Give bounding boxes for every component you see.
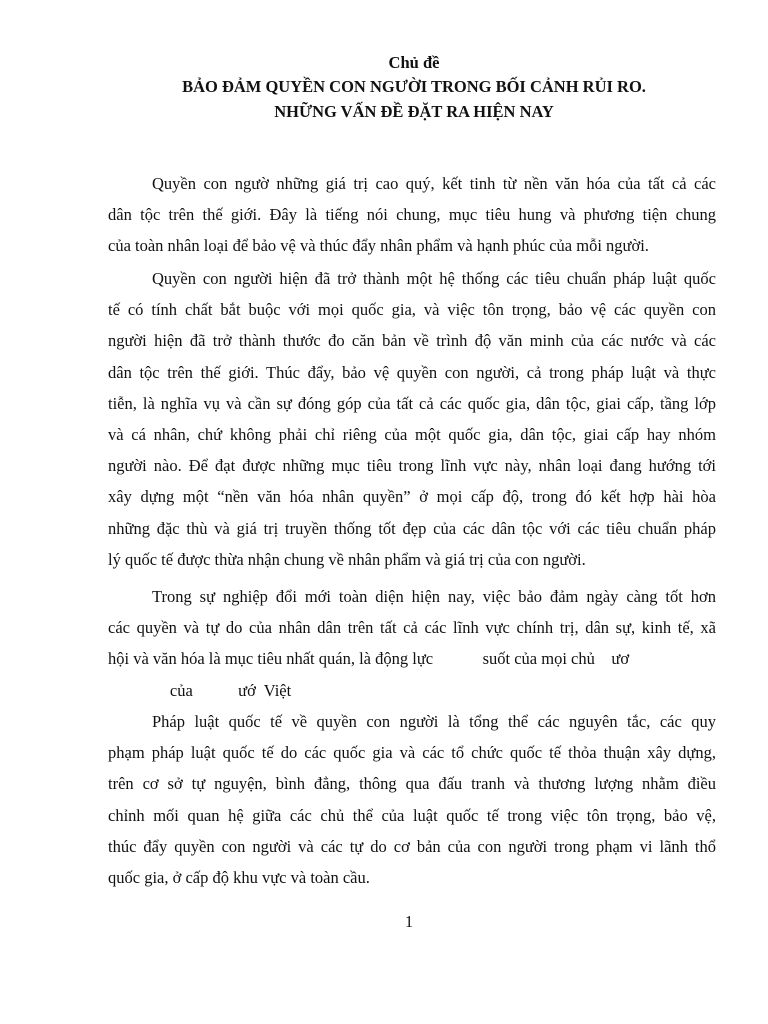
paragraph-line: dân tộc trên thế giới. Thúc đẩy, bảo vệ quyền con người, cả trong pháp luật và thực <box>108 362 716 382</box>
paragraph-line: những đặc thù và giá trị truyền thống tốt đẹp của các dân tộc với các tiêu chuẩn pháp <box>108 518 716 538</box>
paragraph-line: chỉnh mối quan hệ giữa các chủ thể của luật quốc tế trong việc tôn trọng, bảo vệ, <box>108 805 716 825</box>
paragraph-line: dân tộc trên thế giới. Đây là tiếng nói chung, mục tiêu hung và phương tiện chung <box>108 205 716 225</box>
paragraph-line: hội và văn hóa là mục tiêu nhất quán, là động lực suốt của mọi chủ ươ <box>108 649 630 669</box>
paragraph-line: người hiện đã trở thành thước đo căn bản về trình độ văn minh của các nước và các <box>108 331 716 351</box>
page-number: 1 <box>404 912 414 931</box>
paragraph-line: thúc đẩy quyền con người và các tự do cơ bản của con người trong phạm vi lãnh thổ <box>108 836 716 856</box>
paragraph-line: lý quốc tế được thừa nhận chung về nhân phẩm và giá trị của con người. <box>108 549 586 569</box>
paragraph-3 <box>108 581 716 706</box>
paragraph-4 <box>108 706 716 893</box>
document-title-line-1: BẢO ĐẢM QUYỀN CON NGƯỜI TRONG BỐI CẢNH RỦI RO. <box>182 77 646 96</box>
paragraph-line: người nào. Để đạt được những mục tiêu trong lĩnh vực này, nhân loại đang hướng tới <box>108 456 716 476</box>
paragraph-line: các quyền và tự do của nhân dân trên tất cả các lĩnh vực chính trị, dân sự, kinh tế, xã <box>108 618 716 638</box>
document-title-line-2: NHỮNG VẤN ĐỀ ĐẶT RA HIỆN NAY <box>274 102 554 121</box>
paragraph-line: Quyền con ngườ những giá trị cao quý, kết tinh từ nền văn hóa của tất cả các <box>152 174 716 193</box>
paragraph-line: Quyền con người hiện đã trở thành một hệ thống các tiêu chuẩn pháp luật quốc <box>152 269 716 288</box>
paragraph-line: của toàn nhân loại để bảo vệ và thúc đẩy nhân phẩm và hạnh phúc của mỗi người. <box>108 236 649 256</box>
paragraph-line: tế có tính chất bắt buộc với mọi quốc gia, và việc tôn trọng, bảo vệ các quyền con <box>108 300 716 320</box>
paragraph-line: và cá nhân, chứ không phải chỉ riêng của một quốc gia, dân tộc, giai cấp hay nhóm <box>108 425 716 445</box>
paragraph-line: xây dựng một “nền văn hóa nhân quyền” ở mọi cấp độ, trong đó kết hợp hài hòa <box>108 487 716 507</box>
paragraph-line: quốc gia, ở cấp độ khu vực và toàn cầu. <box>108 868 370 888</box>
paragraph-line: phạm pháp luật quốc tế do các quốc gia và các tổ chức quốc tế thỏa thuận xây dựng, <box>108 743 716 763</box>
paragraph-line: Trong sự nghiệp đổi mới toàn diện hiện nay, việc bảo đảm ngày càng tốt hơn <box>152 587 716 606</box>
paragraph-line: trên cơ sở tự nguyện, bình đẳng, thông qua đấu tranh và thương lượng nhằm điều <box>108 774 716 794</box>
paragraph-2 <box>108 263 716 575</box>
topic-label: Chủ đề <box>388 53 440 72</box>
paragraph-line: Pháp luật quốc tế về quyền con người là tổng thể các nguyên tắc, các quy <box>152 712 716 731</box>
paragraph-line: tiễn, là nghĩa vụ và cần sự đóng góp của tất cả các quốc gia, dân tộc, giai cấp, tầng lớp <box>108 393 716 413</box>
paragraph-line: của ướ Việt <box>108 680 292 700</box>
paragraph-1 <box>108 168 716 262</box>
